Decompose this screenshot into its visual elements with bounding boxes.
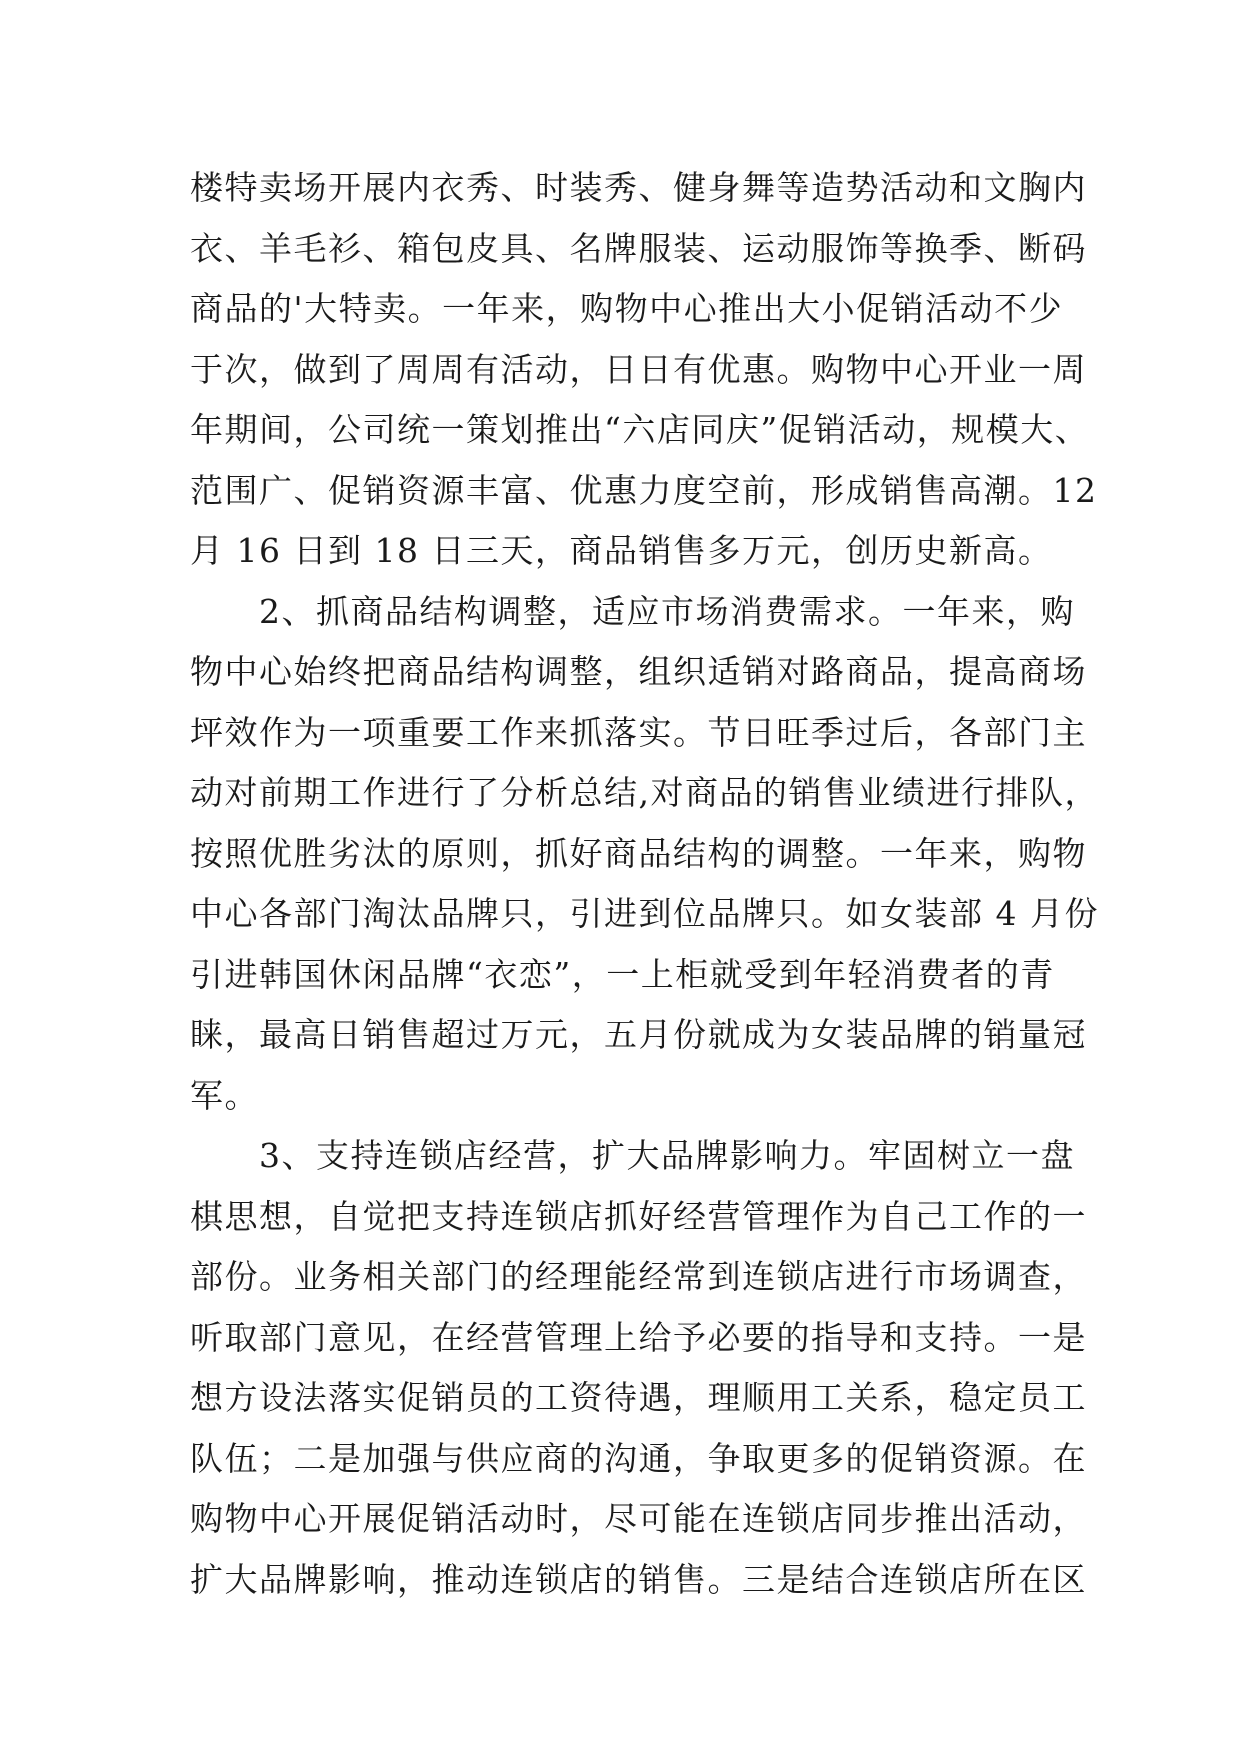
text-line: 想方设法落实促销员的工资待遇，理顺用工关系，稳定员工: [190, 1378, 1087, 1417]
text-line: 听取部门意见，在经营管理上给予必要的指导和支持。一是: [190, 1317, 1087, 1357]
text-line: 队伍；二是加强与供应商的沟通，争取更多的促销资源。在: [190, 1438, 1087, 1478]
text-line: 月 16 日到 18 日三天，商品销售多万元，创历史新高。: [190, 531, 1053, 570]
document-body: [190, 158, 1099, 1610]
text-line: 物中心始终把商品结构调整，组织适销对路商品，提高商场: [190, 652, 1087, 691]
text-line: 范围广、促销资源丰富、优惠力度空前，形成销售高潮。12: [190, 470, 1098, 510]
text-line: 于次，做到了周周有活动，日日有优惠。购物中心开业一周: [190, 349, 1087, 389]
paragraph-start-line: 2、抓商品结构调整，适应市场消费需求。一年来，购: [190, 591, 1075, 631]
text-line: 部份。业务相关部门的经理能经常到连锁店进行市场调查，: [190, 1257, 1087, 1296]
paragraph-start-line: 3、支持连锁店经营，扩大品牌影响力。牢固树立一盘: [190, 1136, 1075, 1175]
text-line: 年期间，公司统一策划推出“六店同庆”促销活动，规模大、: [190, 410, 1090, 449]
text-line: 楼特卖场开展内衣秀、时装秀、健身舞等造势活动和文胸内: [190, 168, 1087, 207]
text-line: 中心各部门淘汰品牌只，引进到位品牌只。如女装部 4 月份: [190, 894, 1099, 933]
text-line: 动对前期工作进行了分析总结,对商品的销售业绩进行排队，: [190, 773, 1099, 812]
text-line: 睐，最高日销售超过万元，五月份就成为女装品牌的销量冠: [190, 1015, 1087, 1054]
text-line: 衣、羊毛衫、箱包皮具、名牌服装、运动服饰等换季、断码: [190, 228, 1087, 268]
text-line: 坪效作为一项重要工作来抓落实。节日旺季过后，各部门主: [190, 712, 1087, 752]
text-line: 商品的'大特卖。一年来，购物中心推出大小促销活动不少: [190, 289, 1064, 328]
text-line: 按照优胜劣汰的原则，抓好商品结构的调整。一年来，购物: [190, 833, 1087, 873]
text-line: 引进韩国休闲品牌“衣恋”，一上柜就受到年轻消费者的青: [190, 954, 1055, 994]
text-line: 扩大品牌影响，推动连锁店的销售。三是结合连锁店所在区: [190, 1559, 1087, 1599]
text-line: 军。: [190, 1075, 259, 1115]
text-line: 购物中心开展促销活动时，尽可能在连锁店同步推出活动，: [190, 1499, 1087, 1538]
text-line: 棋思想，自觉把支持连锁店抓好经营管理作为自己工作的一: [190, 1196, 1087, 1236]
